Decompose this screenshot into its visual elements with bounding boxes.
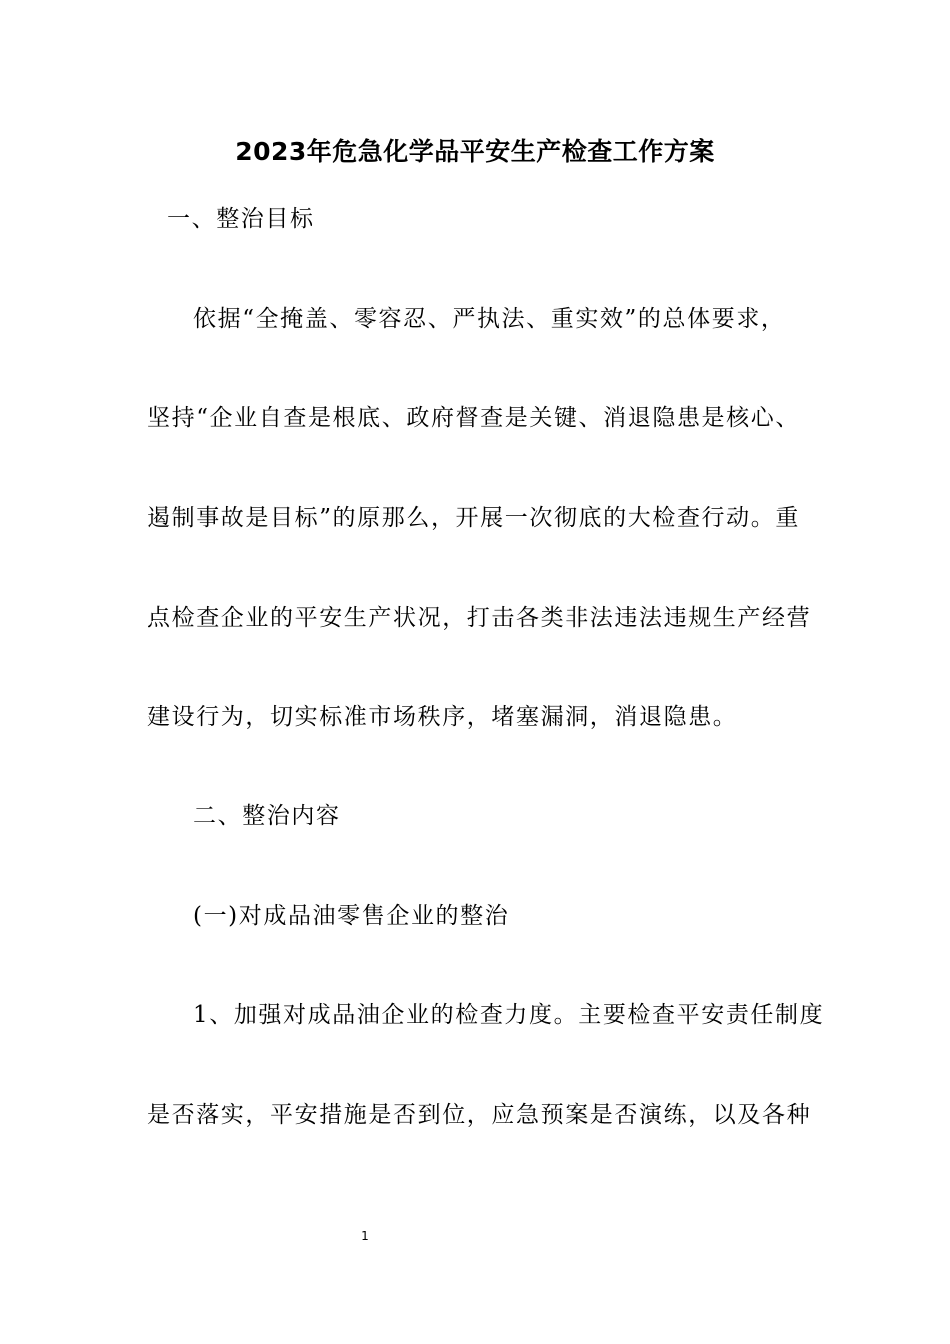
section-heading-objectives: 一、整治目标	[167, 206, 315, 232]
page-number: 1	[361, 1229, 369, 1243]
paragraph-line: 1、加强对成品油企业的检查力度。主要检查平安责任制度	[193, 1002, 825, 1028]
section-heading-content: 二、整治内容	[193, 803, 341, 829]
document-title: 2023年危急化学品平安生产检查工作方案	[235, 137, 715, 166]
paragraph-line: 依据“全掩盖、零容忍、严执法、重实效”的总体要求，	[193, 306, 786, 332]
subsection-heading: (一)对成品油零售企业的整治	[193, 903, 510, 929]
paragraph-line: 建设行为，切实标准市场秩序，堵塞漏洞，消退隐患。	[147, 704, 738, 730]
paragraph-line: 坚持“企业自查是根底、政府督查是关键、消退隐患是核心、	[147, 405, 800, 431]
paragraph-line: 是否落实，平安措施是否到位，应急预案是否演练，以及各种	[147, 1102, 812, 1128]
paragraph-line: 遏制事故是目标”的原那么，开展一次彻底的大检查行动。重	[147, 505, 800, 531]
paragraph-line: 点检查企业的平安生产状况，打击各类非法违法违规生产经营	[147, 605, 812, 631]
